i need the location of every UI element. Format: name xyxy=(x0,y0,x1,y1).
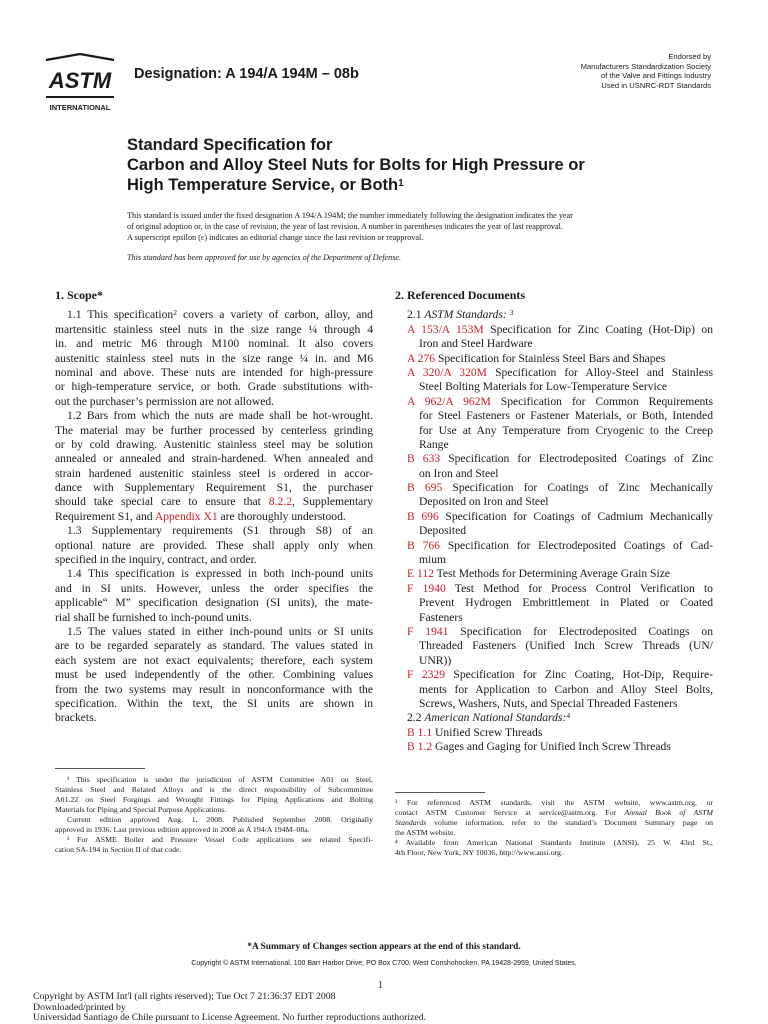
paragraph-line: must be used independently of the other. Combining values xyxy=(55,668,373,682)
paragraph-line: 1.4 This specification is expressed in both inch-pound units xyxy=(67,567,373,581)
endorsement-block xyxy=(471,52,711,90)
footnote-line: Stainless Steel and Related Alloys and is the direct responsibility of Subcommittee xyxy=(55,785,373,794)
paragraph-line: each system are not exact equivalents; therefore, each system xyxy=(55,653,373,667)
footnote-line: approved in 1936. Last previous edition approved in 2008 as A 194/A 194M–08a. xyxy=(55,825,310,834)
reference-entry xyxy=(395,366,713,395)
paragraph-line: specified in the inquiry, contract, and order. xyxy=(55,553,257,567)
paragraph-line: out the purchaser’s permission are not allowed. xyxy=(55,394,275,408)
footnote-line: A01.22 on Steel Forgings and Wrought Fittings for Piping Applications and Bolting xyxy=(55,795,373,804)
reference-line xyxy=(395,366,713,380)
paragraph-line: annealed or annealed and strain-hardened. When annealed and xyxy=(55,452,373,466)
title-line-2: Carbon and Alloy Steel Nuts for Bolts for High Pressure or xyxy=(127,156,585,174)
reference-title: Specification for Stainless Steel Bars and Shapes xyxy=(437,351,666,365)
reference-line xyxy=(395,726,713,740)
paragraph-line: applicable“ M” specification designation (SI units), the mate- xyxy=(55,596,373,610)
paragraph-line: strain hardened austenitic stainless steel is ordered in accor- xyxy=(55,466,373,480)
reference-line: Deposited xyxy=(419,524,467,538)
title-line-1: Standard Specification for xyxy=(127,136,333,154)
reference-title: Specification for Zinc Coating (Hot-Dip) on xyxy=(490,322,713,336)
print-line: Downloaded/printed by xyxy=(33,1001,126,1013)
astm-logo-icon xyxy=(36,52,124,118)
intro-line: of original adoption or, in the case of revision, the year of last revision. A number in parentheses indicates the year of last reapproval. xyxy=(127,222,563,232)
paragraph-line: 1.2 Bars from which the nuts are made shall be hot-wrought. xyxy=(67,409,373,423)
paragraph-line: austenitic stainless steel nuts in the size range ¼ in. and M6 xyxy=(55,351,373,365)
referenced-documents-section xyxy=(395,288,713,755)
footnote-ref[interactable]: 3 xyxy=(509,308,514,318)
dod-approval-note: This standard has been approved for use by agencies of the Department of Defense. xyxy=(127,253,402,262)
standard-link[interactable]: F 1941 xyxy=(407,624,449,638)
paragraph-line: should take special care to ensure that 8.2.2, Supplementary xyxy=(55,495,373,509)
reference-entry xyxy=(395,625,713,668)
scope-section xyxy=(55,288,373,726)
standard-link[interactable]: F 1940 xyxy=(407,581,446,595)
endorsed-line: Endorsed by xyxy=(668,52,711,61)
print-license-notice xyxy=(33,992,426,1024)
summary-of-changes-note: *A Summary of Changes section appears at the end of this standard. xyxy=(247,942,521,952)
paragraph-line: optional nature are provided. These shall apply only when xyxy=(55,538,373,552)
standard-link[interactable]: B 633 xyxy=(407,452,441,466)
standard-link[interactable]: A 153/A 153M xyxy=(407,322,484,336)
reference-title: Specification for Zinc Coating, Hot-Dip, Require- xyxy=(453,668,713,682)
paragraph-line: from the two systems may result in nonconformance with the xyxy=(55,682,373,696)
standard-link[interactable]: B 1.2 xyxy=(407,740,433,754)
title-line-3: High Temperature Service, or Both$^1$ xyxy=(127,176,404,194)
reference-line: Iron and Steel Hardware xyxy=(419,337,533,351)
reference-title: Specification for Electrodeposited Coatings of Zinc xyxy=(448,452,713,466)
paragraph-line: or high-temperature service, or both. Grade substitutions with- xyxy=(55,380,373,394)
reference-line xyxy=(395,539,713,553)
reference-line: Prevent Hydrogen Embrittlement in Plated or Coated xyxy=(419,596,713,610)
logo-sub: INTERNATIONAL xyxy=(49,103,111,112)
reference-line xyxy=(395,481,713,495)
standard-link[interactable]: A 320/A 320M xyxy=(407,365,487,379)
reference-title: Specification for Electrodeposited Coatings on xyxy=(460,624,713,638)
footnote-ref[interactable]: 4 xyxy=(566,711,571,721)
astm-standards-subheading: 2.1 ASTM Standards: $^3$ xyxy=(407,308,514,322)
copyright-line: Copyright © ASTM International, 100 Barr Harbor Drive, PO Box C700, West Conshohocken, PA 19428-2959, United States. xyxy=(191,960,577,967)
reference-entry xyxy=(395,567,713,581)
paragraph-1-4 xyxy=(55,567,373,625)
endorsed-line: Manufacturers Standardization Society xyxy=(580,61,711,71)
reference-line: Threaded Fasteners (Unified Inch Screw Threads (UN/ xyxy=(419,639,713,653)
footnote-line: ² For ASME Boiler and Pressure Vessel Code applications see related Specifi- xyxy=(67,835,373,844)
astm-logo xyxy=(36,52,124,118)
paragraph-1-2 xyxy=(55,409,373,495)
reference-entry xyxy=(395,323,713,352)
footnote-line: the ASTM website. xyxy=(395,828,456,837)
paragraph-line: The material may be further processed by centerless grinding xyxy=(55,423,373,437)
reference-title: Gages and Gaging for Unified Inch Screw Threads xyxy=(435,740,671,754)
reference-line xyxy=(395,582,713,596)
footnote-line: Current edition approved Aug. 1, 2008. Published September 2008. Originally xyxy=(67,815,373,824)
intro-line: This standard is issued under the fixed designation A 194/A 194M; the number immediately following the designation indicates the year xyxy=(127,211,573,220)
reference-entry xyxy=(395,395,713,453)
reference-entry xyxy=(395,740,713,754)
document-title xyxy=(127,135,667,195)
appendix-link[interactable]: Appendix X1 xyxy=(154,509,218,523)
paragraph-line: in. and metric M6 through M100 nominal. It also covers xyxy=(55,337,373,351)
reference-line xyxy=(395,352,713,366)
paragraph-line: or by cold drawing. Austenitic stainless steel may be solution xyxy=(55,437,373,451)
reference-line: for Use at Any Temperature from Cryogenic to the Creep xyxy=(419,423,713,437)
standard-link[interactable]: B 1.1 xyxy=(407,725,433,739)
reference-title: Specification for Alloy-Steel and Stainless xyxy=(495,365,713,379)
reference-line: ments for Application to Carbon and Alloy Steel Bolts, xyxy=(419,682,713,696)
reference-line xyxy=(395,567,713,581)
paragraph-line: specification. Within the text, the SI units are shown in xyxy=(55,696,373,710)
paragraph-1-5 xyxy=(55,625,373,726)
footnote-line: Materials for Piping and Special Purpose Applications. xyxy=(55,805,227,814)
footnotes-left xyxy=(55,775,373,855)
reference-line xyxy=(395,323,713,337)
paragraph-line: 1.3 Supplementary requirements (S1 through S8) of an xyxy=(67,524,373,538)
footnote-line: contact ASTM Customer Service at service@astm.org. For Annual Book of ASTM xyxy=(395,808,713,817)
reference-entry xyxy=(395,452,713,481)
reference-entry xyxy=(395,582,713,625)
footnote-line: ⁴ Available from American National Standards Institute (ANSI), 25 W. 43rd St., xyxy=(395,838,713,847)
paragraph-line: are to be regarded separately as standard. The values stated in xyxy=(55,639,373,653)
ansi-reference-list xyxy=(395,726,713,755)
reference-title: Unified Screw Threads xyxy=(435,725,543,739)
reference-line xyxy=(395,395,713,409)
reference-line xyxy=(395,510,713,524)
paragraph-line: dance with Supplementary Requirement S1, the purchaser xyxy=(55,481,373,495)
page-number: 1 xyxy=(378,980,383,991)
reference-line: Screws, Washers, Nuts, and Special Threaded Fasteners xyxy=(419,696,678,710)
paragraph-line: 1.1 This specification$^2$ covers a variety of carbon, alloy, and xyxy=(67,308,373,322)
footnote-line: ¹ This specification is under the jurisdiction of ASTM Committee A01 on Steel, xyxy=(67,775,373,784)
footnote-line: Standards volume information, refer to the standard’s Document Summary page on xyxy=(395,818,713,827)
reference-line: mium xyxy=(419,553,447,567)
reference-line xyxy=(395,452,713,466)
reference-entry xyxy=(395,668,713,711)
reference-entry xyxy=(395,539,713,568)
paragraph-line: Requirement S1, and Appendix X1 are thoroughly understood. xyxy=(55,509,346,523)
intro-notice xyxy=(127,210,717,244)
reference-line: for Steel Fasteners or Fastener Materials, or Both, Intended xyxy=(419,409,713,423)
reference-entry xyxy=(395,481,713,510)
footnote-line: 4th Floor, New York, NY 10036, http://www.ansi.org. xyxy=(395,848,563,857)
standard-link[interactable]: E 112 xyxy=(407,567,434,581)
reference-line: Steel Bolting Materials for Low-Temperature Service xyxy=(419,380,668,394)
logo-letters: ASTM xyxy=(48,68,112,93)
reference-entry xyxy=(395,510,713,539)
reference-title: Specification for Common Requirements xyxy=(500,394,713,408)
reference-title: Specification for Coatings of Cadmium Mechanically xyxy=(445,509,713,523)
reference-title: Specification for Coatings of Zinc Mechanically xyxy=(452,481,713,495)
reference-entry xyxy=(395,726,713,740)
paragraph-line: nominal and above. These nuts are intended for high-pressure xyxy=(55,365,373,379)
paragraph-line: rial shall be furnished to inch-pound units. xyxy=(55,610,252,624)
endorsed-line: Used in USNRC-RDT Standards xyxy=(601,80,711,90)
reference-line: Deposited on Iron and Steel xyxy=(419,495,549,509)
reference-line xyxy=(395,740,713,754)
reference-title: Test Methods for Determining Average Grain Size xyxy=(436,567,671,581)
reference-line: on Iron and Steel xyxy=(419,466,499,480)
standard-link[interactable]: B 695 xyxy=(407,481,443,495)
astm-reference-list xyxy=(395,323,713,712)
reference-title: Test Method for Process Control Verification to xyxy=(454,581,713,595)
scope-heading: 1. Scope* xyxy=(55,288,103,302)
print-line: Copyright by ASTM Int'l (all rights reserved); Tue Oct 7 21:36:37 EDT 2008 xyxy=(33,991,336,1002)
paragraph-1-1 xyxy=(55,323,373,409)
refs-heading: 2. Referenced Documents xyxy=(395,288,526,302)
reference-line: Fasteners xyxy=(419,610,463,624)
footnote-ref[interactable]: 2 xyxy=(173,308,177,318)
print-line: Universidad Santiago de Chile pursuant to License Agreement. No further reproductions authorized. xyxy=(33,1012,427,1024)
reference-title: Specification for Electrodeposited Coatings of Cad- xyxy=(447,538,713,552)
endorsed-line: of the Valve and Fittings Industry xyxy=(600,71,711,81)
paragraph-line: 1.5 The values stated in either inch-pound units or SI units xyxy=(67,624,373,638)
ansi-standards-subheading: 2.2 American National Standards:$^4$ xyxy=(407,711,571,725)
reference-line: UNR)) xyxy=(419,653,452,667)
standard-link[interactable]: A 276 xyxy=(407,351,436,365)
footnote-line: cation SA-194 in Section II of that code. xyxy=(55,845,182,854)
standard-link[interactable]: A 962/A 962M xyxy=(407,394,491,408)
reference-line xyxy=(395,668,713,682)
footnote-divider xyxy=(55,768,145,769)
paragraph-line: martensitic stainless steel nuts in the size range ¼ through 4 xyxy=(55,322,373,336)
footnote-line: ³ For referenced ASTM standards, visit the ASTM website, www.astm.org, or xyxy=(395,798,713,807)
section-link[interactable]: 8.2.2 xyxy=(268,495,292,509)
standard-link[interactable]: B 696 xyxy=(407,509,439,523)
designation: Designation: A 194/A 194M – 08b xyxy=(134,66,359,82)
reference-entry xyxy=(395,352,713,366)
paragraph-1-3 xyxy=(55,524,373,567)
reference-line: Range xyxy=(419,437,449,451)
reference-line xyxy=(395,625,713,639)
title-footnote-mark[interactable]: 1 xyxy=(398,178,404,189)
standard-link[interactable]: F 2329 xyxy=(407,668,446,682)
intro-line: A superscript epsilon (ε) indicates an editorial change since the last revision or reapproval. xyxy=(127,233,424,243)
paragraph-line: brackets. xyxy=(55,711,97,725)
paragraph-line: and in SI units. However, unless the order specifies the xyxy=(55,581,373,595)
footnotes-right xyxy=(395,798,713,858)
standard-link[interactable]: B 766 xyxy=(407,538,440,552)
footnote-divider xyxy=(395,792,485,793)
